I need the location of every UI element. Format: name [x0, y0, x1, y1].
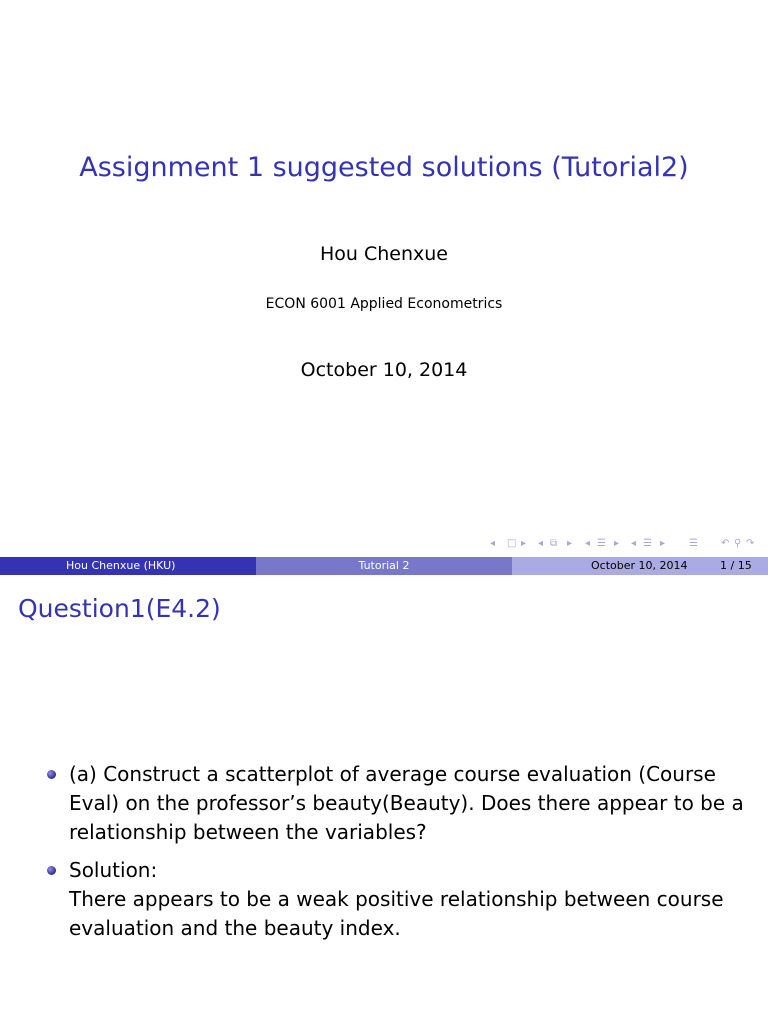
nav-subsection-icon[interactable]: ⧉ — [550, 538, 558, 549]
bullet-icon — [47, 770, 56, 779]
nav-section-icon[interactable]: ☰ — [643, 538, 652, 549]
course-name: ECON 6001 Applied Econometrics — [265, 296, 503, 312]
nav-right-arrow-icon[interactable]: ▸ — [614, 538, 620, 549]
nav-section-icon[interactable]: ☰ — [597, 538, 606, 549]
item-text-line: Eval) on the professor’s beauty(Beauty). Does there appear to be a — [69, 791, 744, 815]
nav-left-arrow-icon[interactable]: ◂ — [585, 538, 591, 549]
frame-title: Question1(E4.2) — [18, 594, 221, 623]
footer-author-segment — [0, 557, 256, 575]
nav-search-icon[interactable]: ⚲ — [734, 538, 742, 549]
footer-date-segment — [512, 557, 768, 575]
item-text-line: (a) Construct a scatterplot of average course evaluation (Course — [69, 762, 716, 786]
presentation-date: October 10, 2014 — [300, 359, 468, 381]
author-name: Hou Chenxue — [319, 243, 448, 265]
nav-right-arrow-icon[interactable]: ▸ — [521, 538, 527, 549]
nav-appendix-icon[interactable]: ☰ — [689, 538, 698, 549]
bullet-icon — [47, 866, 56, 875]
footer-author: Hou Chenxue (HKU) — [66, 559, 176, 572]
nav-left-arrow-icon[interactable]: ◂ — [631, 538, 637, 549]
footer-title-segment — [256, 557, 512, 575]
list-item — [44, 760, 744, 847]
nav-left-arrow-icon[interactable]: ◂ — [538, 538, 544, 549]
footer-page-number: 1 / 15 — [720, 559, 752, 572]
presentation-title: Assignment 1 suggested solutions (Tutorial2) — [79, 152, 689, 183]
nav-forward-icon[interactable]: ↷ — [746, 538, 755, 549]
nav-back-icon[interactable]: ↶ — [721, 538, 730, 549]
list-item — [44, 856, 744, 943]
footer-title: Tutorial 2 — [358, 559, 410, 572]
item-text-line: relationship between the variables? — [69, 820, 427, 844]
question-slide — [0, 576, 768, 1024]
item-text-line: There appears to be a weak positive relationship between course — [69, 887, 724, 911]
footer-date: October 10, 2014 — [591, 559, 688, 572]
slide-footer — [0, 557, 768, 575]
bullet-list — [44, 760, 744, 952]
nav-left-arrow-icon[interactable]: ◂ — [490, 538, 496, 549]
nav-frame-icon[interactable]: □ — [507, 538, 517, 549]
beamer-navigation-symbols — [490, 538, 762, 554]
nav-right-arrow-icon[interactable]: ▸ — [567, 538, 573, 549]
item-text-line: Solution: — [69, 858, 158, 882]
item-text-line: evaluation and the beauty index. — [69, 916, 401, 940]
nav-right-arrow-icon[interactable]: ▸ — [660, 538, 666, 549]
